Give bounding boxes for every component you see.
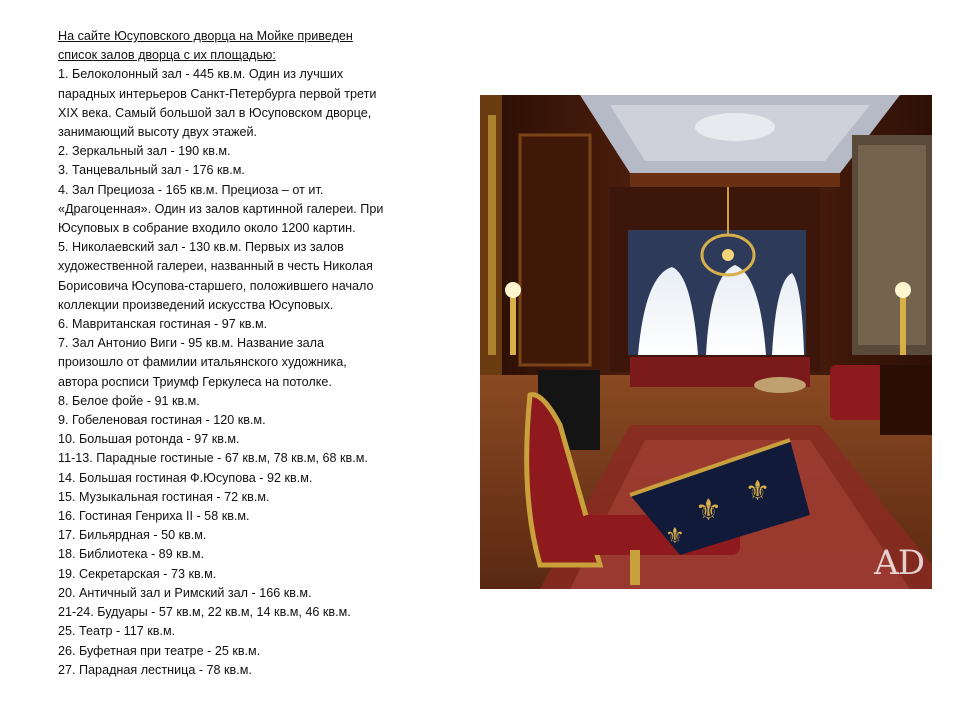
room-list-line: 7. Зал Антонио Виги - 95 кв.м. Название зала xyxy=(58,336,324,351)
intro-line: список залов дворца с их площадью: xyxy=(58,48,276,63)
room-list-line: 3. Танцевальный зал - 176 кв.м. xyxy=(58,163,245,178)
room-list xyxy=(58,65,470,680)
intro-line: На сайте Юсуповского дворца на Мойке приведен xyxy=(58,29,353,43)
room-list-line: «Драгоценная». Один из залов картинной галереи. При xyxy=(58,201,384,216)
room-list-line: 17. Бильярдная - 50 кв.м. xyxy=(58,528,207,543)
magazine-watermark: AD xyxy=(874,543,924,583)
room-list-line: 10. Большая ротонда - 97 кв.м. xyxy=(58,432,240,447)
room-list-line: художественной галереи, названный в честь Николая xyxy=(58,259,373,274)
svg-text:⚜: ⚜ xyxy=(665,524,685,549)
room-list-line: Борисовича Юсупова-старшего, положившего начало xyxy=(58,278,374,293)
room-list-line: коллекции произведений искусства Юсуповых. xyxy=(58,297,334,312)
room-list-line: 9. Гобеленовая гостиная - 120 кв.м. xyxy=(58,413,266,428)
room-list-line: 14. Большая гостиная Ф.Юсупова - 92 кв.м. xyxy=(58,470,313,485)
room-list-line: 4. Зал Прециоза - 165 кв.м. Прециоза – от ит. xyxy=(58,182,324,197)
svg-text:⚜: ⚜ xyxy=(695,493,722,528)
room-list-line: 1. Белоколонный зал - 445 кв.м. Один из лучших xyxy=(58,67,344,82)
room-list-line: 19. Секретарская - 73 кв.м. xyxy=(58,566,217,581)
room-list-line: автора росписи Триумф Геркулеса на потолке. xyxy=(58,374,332,389)
room-list-line: занимающий высоту двух этажей. xyxy=(58,125,258,140)
room-list-line: 20. Античный зал и Римский зал - 166 кв.м. xyxy=(58,585,312,600)
room-list-line: произошло от фамилии итальянского художника, xyxy=(58,355,347,370)
room-list-line: 5. Николаевский зал - 130 кв.м. Первых из залов xyxy=(58,240,344,255)
palace-interior-photo xyxy=(480,95,932,589)
room-list-line: 16. Гостиная Генриха II - 58 кв.м. xyxy=(58,509,250,524)
svg-text:⚜: ⚜ xyxy=(745,474,771,507)
room-list-line: Юсуповых в собрание входило около 1200 картин. xyxy=(58,221,356,236)
room-list-line: парадных интерьеров Санкт-Петербурга первой трети xyxy=(58,86,377,101)
room-list-line: 2. Зеркальный зал - 190 кв.м. xyxy=(58,144,231,159)
room-list-line: 18. Библиотека - 89 кв.м. xyxy=(58,547,205,562)
room-list-line: 8. Белое фойе - 91 кв.м. xyxy=(58,393,200,408)
room-list-line: 11-13. Парадные гостиные - 67 кв.м, 78 кв.м, 68 кв.м. xyxy=(58,451,368,466)
room-list-line: 25. Театр - 117 кв.м. xyxy=(58,624,176,639)
room-list-text xyxy=(58,27,470,680)
room-list-line: 21-24. Будуары - 57 кв.м, 22 кв.м, 14 кв.м, 46 кв.м. xyxy=(58,605,351,620)
room-list-line: 6. Мавританская гостиная - 97 кв.м. xyxy=(58,317,268,332)
room-list-line: XIX века. Самый большой зал в Юсуповском дворце, xyxy=(58,105,372,120)
interior-illustration xyxy=(480,95,932,589)
room-list-line: 27. Парадная лестница - 78 кв.м. xyxy=(58,662,252,677)
room-list-line: 15. Музыкальная гостиная - 72 кв.м. xyxy=(58,489,270,504)
room-list-line: 26. Буфетная при театре - 25 кв.м. xyxy=(58,643,261,658)
